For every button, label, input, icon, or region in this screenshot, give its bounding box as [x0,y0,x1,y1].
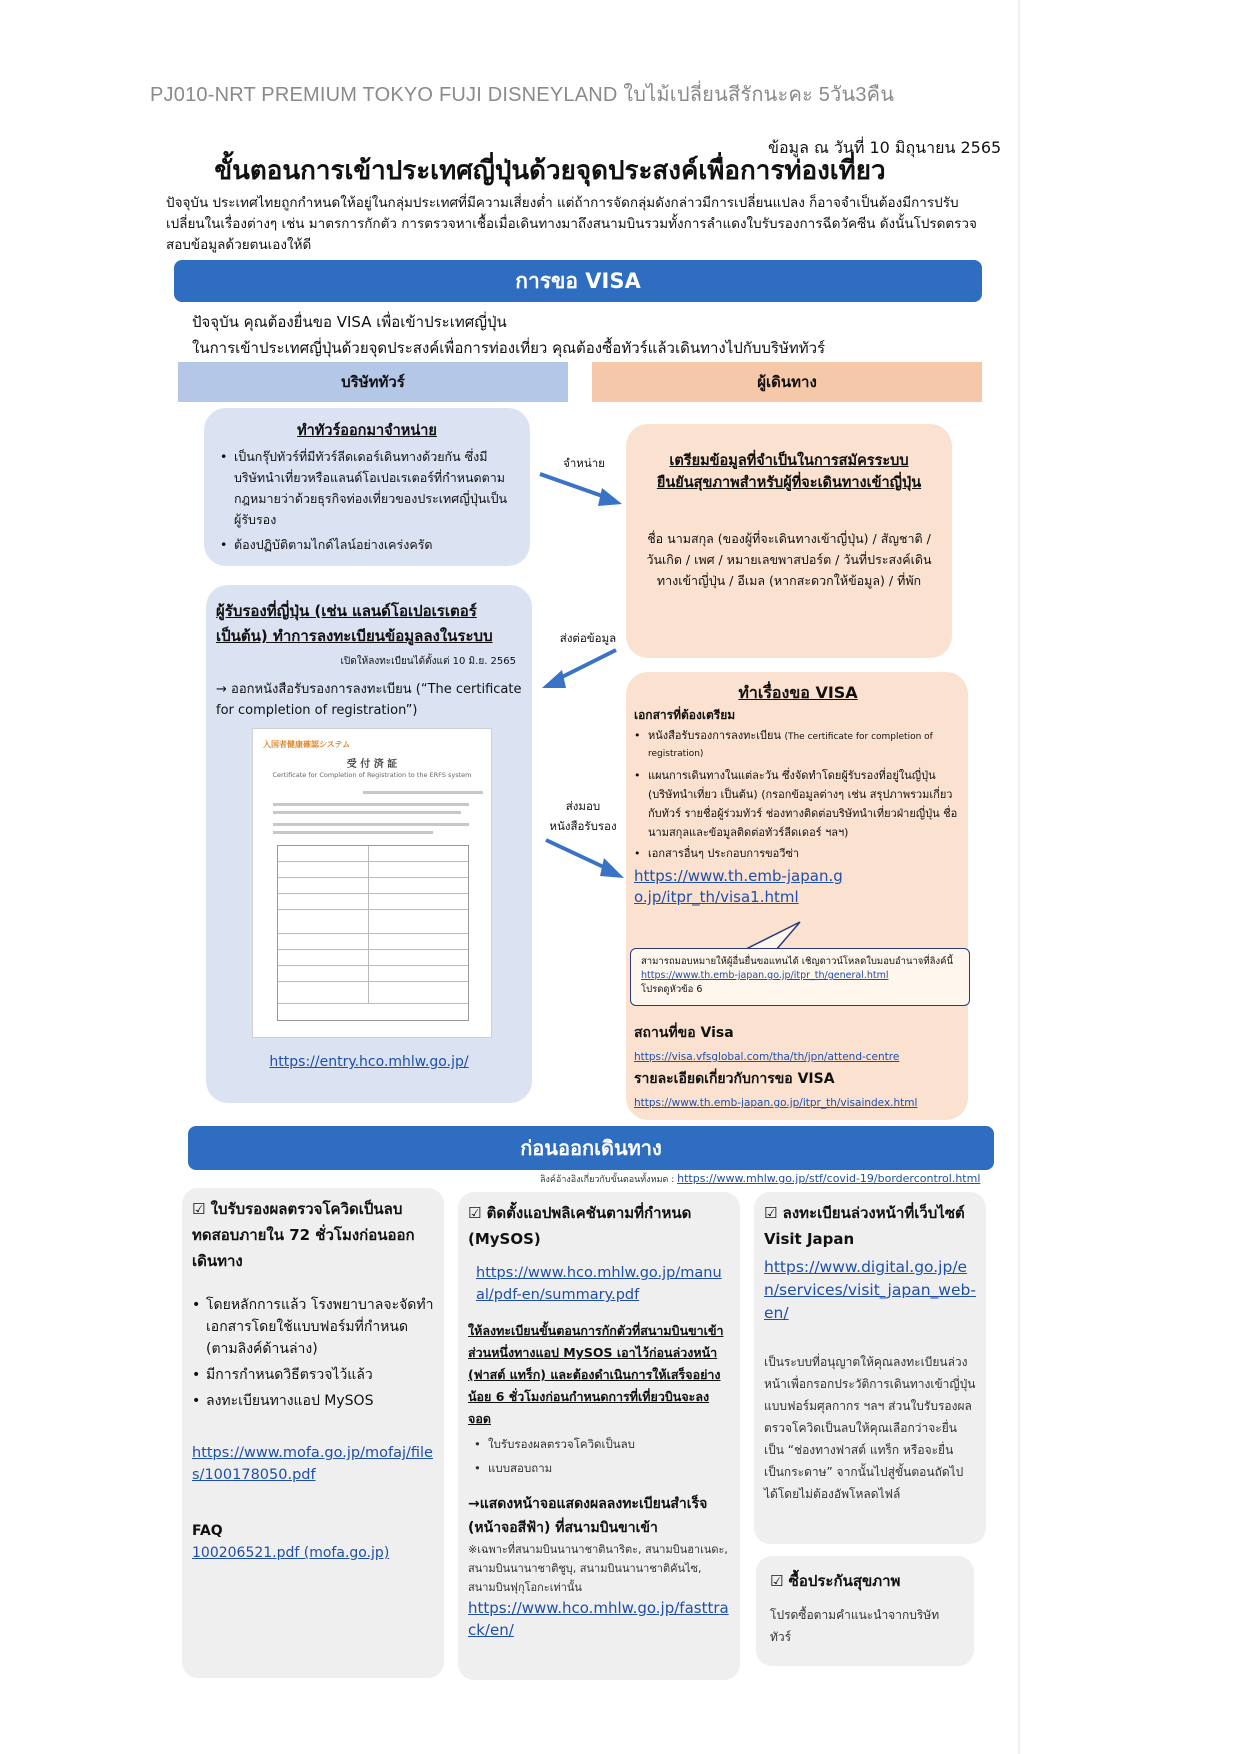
reference-line [540,1172,980,1186]
visa-details-heading: รายละเอียดเกี่ยวกับการขอ VISA [634,1071,835,1087]
covid-form-link[interactable]: https://www.mofa.go.jp/mofaj/files/100178050.pdf [192,1445,433,1483]
covid-test-bullet-1: • โดยหลักการแล้ว โรงพยาบาลจะจัดทำเอกสารโดยใช้แบบฟอร์มที่กำหนด (ตามลิงค์ด้านล่าง) [192,1294,434,1360]
documents-heading: เอกสารที่ต้องเตรียม [634,708,736,722]
visit-japan-body: เป็นระบบที่อนุญาตให้คุณลงทะเบียนล่วงหน้าเพื่อกรอกประวัติการเดินทางเข้าญี่ปุ่น แบบฟอร์มศุลกากร ฯลฯ ส่วนใบรับรองผลตรวจโควิดเป็นลบให้คุณเลือกว่าจะยื่นเป็น “ช่องทางฟาสต์ แทร็ก หรือจะยื่นเป็นกระดาษ” จากนั้นไปสู่ขั้นตอนถัดไปได้โดยไม่ต้องอัพโหลดไฟล์ [764,1355,976,1501]
certificate-title: 受 付 済 証 [346,759,398,770]
visit-japan-title: ☑ ลงทะเบียนล่วงหน้าที่เว็บไซต์ Visit Japan [764,1204,965,1248]
tour-sale-bullet-2: • ต้องปฏิบัติตามไกด์ไลน์อย่างเคร่งครัด [220,534,514,555]
prepare-info-panel [626,424,952,658]
mysos-manual-link[interactable]: https://www.hco.mhlw.go.jp/manual/pdf-en/summary.pdf [476,1265,722,1303]
page-title: ขั้นตอนการเข้าประเทศญี่ปุ่นด้วยจุดประสงค์เพื่อการท่องเที่ยว [214,156,886,186]
doc-item-1-text: หนังสือรับรองการลงทะเบียน [648,729,781,742]
doc-item-3: • เอกสารอื่นๆ ประกอบการขอวีซ่า [634,846,962,862]
visa-intro-line-1: ปัจจุบัน คุณต้องยื่นขอ VISA เพื่อเข้าประเทศญี่ปุ่น [192,313,507,331]
certificate-issue-note: → ออกหนังสือรับรองการลงทะเบียน (“The certificate for completion of registration”) [216,682,522,718]
tour-sale-title: ทำทัวร์ออกมาจำหน่าย [297,423,437,439]
page-edge-rule [1018,0,1020,1754]
arrow-deliver-cert-label: ส่งมอบ หนังสือรับรอง [549,799,617,833]
erfs-logo: 入国者健康確認システム [263,740,351,749]
visa-intro-line-2: ในการเข้าประเทศญี่ปุ่นด้วยจุดประสงค์เพื่อการท่องเที่ยว คุณต้องซื้อทัวร์แล้วเดินทางไปกับบริษัททัวร์ [192,339,826,357]
arrow-forward-data-icon [540,646,620,690]
reference-link[interactable]: https://www.mhlw.go.jp/stf/covid-19/bordercontrol.html [677,1172,981,1185]
guarantor-title: ผู้รับรองที่ญี่ปุ่น (เช่น แลนด์โอเปอเรเตอร์เป็นต้น) ทำการลงทะเบียนข้อมูลลงในระบบ [216,602,493,645]
faq-link[interactable]: 100206521.pdf (mofa.go.jp) [192,1545,390,1561]
departure-section-banner: ก่อนออกเดินทาง [188,1126,994,1170]
doc-item-1 [634,728,962,762]
prepare-info-body: ชื่อ นามสกุล (ของผู้ที่จะเดินทางเข้าญี่ปุ่น) / สัญชาติ / วันเกิด / เพศ / หมายเลขพาสปอร์ต / วันที่ประสงค์เดินทางเข้าญี่ปุ่น / อีเมล (หากสะดวกให้ข้อมูล) / ที่พัก [646,531,932,588]
certificate-subtitle: Certificate for Completion of Registration to the ERFS system [272,771,472,779]
certificate-table [277,845,469,1021]
covid-test-bullet-2: • มีการกำหนดวิธีตรวจไว้แล้ว [192,1364,434,1386]
tour-sale-bullet-1: • เป็นกรุ๊ปทัวร์ที่มีทัวร์ลีดเดอร์เดินทางด้วยกัน ซึ่งมีบริษัทนำเที่ยวหรือแลนด์โอเปอเรเตอร์ที่กำหนดตามกฎหมายว่าด้วยธุรกิจท่องเที่ยวของประเทศญี่ปุ่นเป็นผู้รับรอง [220,446,514,530]
doc-item-1-english: (The certificate for completion of registration) [648,732,933,759]
traveler-column-header: ผู้เดินทาง [592,362,982,402]
faq-label: FAQ [192,1523,223,1539]
arrow-deliver-cert-icon [542,836,626,882]
covid-test-bullet-3: • ลงทะเบียนทางแอป MySOS [192,1390,434,1412]
visa-application-panel [626,672,968,1120]
reference-label: ลิงค์อ้างอิงเกี่ยวกับขั้นตอนทั้งหมด : [540,1175,675,1185]
mysos-sub-item-2: • แบบสอบถาม [474,1458,730,1478]
show-screen-title: →แสดงหน้าจอแสดงผลลงทะเบียนสำเร็จ (หน้าจอสีฟ้า) ที่สนามบินขาเข้า [468,1496,708,1536]
proxy-callout-text: สามารถมอบหมายให้ผู้อื่นยื่นขอแทนได้ เชิญดาวน์โหลดใบมอบอำนาจที่ลิงค์นี้ [641,956,953,967]
mysos-card [458,1192,740,1680]
fast-track-airports: ※เฉพาะที่สนามบินนานาชาตินาริตะ, สนามบินฮาเนดะ, สนามบินนานาชาติชูบุ, สนามบินนานาชาติคันไซ, สนามบินฟุกุโอกะเท่านั้น [468,1543,728,1594]
visa-application-title: ทำเรื่องขอ VISA [738,683,858,702]
covid-test-title: ☑ ใบรับรองผลตรวจโควิดเป็นลบ ทดสอบภายใน 72 ชั่วโมงก่อนออกเดินทาง [192,1200,415,1270]
registration-open-note: เปิดให้ลงทะเบียนได้ตั้งแต่ 10 มิ.ย. 2565 [340,656,516,667]
tour-code-header: PJ010-NRT PREMIUM TOKYO FUJI DISNEYLAND ใบไม้เปลี่ยนสีรักนะคะ 5วัน3คืน [150,84,895,106]
mysos-sub-item-1: • ใบรับรองผลตรวจโควิดเป็นลบ [474,1434,730,1454]
arrow-sell-icon [536,470,626,510]
proxy-callout [630,948,970,1006]
health-insurance-card [756,1556,974,1666]
proxy-callout-note: โปรดดูหัวข้อ 6 [641,984,703,995]
fast-track-link[interactable]: https://www.hco.mhlw.go.jp/fasttrack/en/ [468,1599,729,1639]
registration-certificate-image [252,728,492,1038]
health-insurance-title: ☑ ซื้อประกันสุขภาพ [770,1572,901,1590]
visa-place-heading: สถานที่ขอ Visa [634,1025,734,1041]
covid-test-card [182,1188,444,1678]
visa-section-banner: การขอ VISA [174,260,982,302]
visa-info-link[interactable]: https://www.th.emb-japan.go.jp/itpr_th/visa1.html [634,867,843,906]
visa-details-link[interactable]: https://www.th.emb-japan.go.jp/itpr_th/visaindex.html [634,1097,918,1109]
visa-place-link[interactable]: https://visa.vfsglobal.com/tha/th/jpn/attend-centre [634,1051,900,1063]
doc-item-2: • แผนการเดินทางในแต่ละวัน ซึ่งจัดทำโดยผู้รับรองที่อยู่ในญี่ปุ่น (บริษัทนำเที่ยว เป็นต้น) (กรอกข้อมูลต่างๆ เช่น สรุปภาพรวมเกี่ยวกับทัวร์ รายชื่อผู้ร่วมทัวร์ ช่องทางติดต่อบริษัทนำเที่ยวฝ่ายญี่ปุ่น ชื่อนามสกุลและข้อมูลติดต่อทัวร์ลีดเดอร์ ฯลฯ) [634,766,962,842]
arrow-forward-data-label: ส่งต่อข้อมูล [559,631,617,645]
visit-japan-card [754,1192,986,1544]
visit-japan-link[interactable]: https://www.digital.go.jp/en/services/visit_japan_web-en/ [764,1258,976,1322]
tour-company-column-header: บริษัททัวร์ [178,362,568,402]
erfs-entry-link[interactable]: https://entry.hco.mhlw.go.jp/ [269,1054,469,1070]
arrow-sell-label: จำหน่าย [563,456,605,470]
proxy-callout-link[interactable]: https://www.th.emb-japan.go.jp/itpr_th/general.html [641,970,889,981]
mysos-title: ☑ ติดตั้งแอปพลิเคชันตามที่กำหนด (MySOS) [468,1204,692,1248]
tour-sale-panel [204,408,530,566]
health-insurance-body: โปรดซื้อตามคำแนะนำจากบริษัททัวร์ [770,1608,940,1644]
date-note: ข้อมูล ณ วันที่ 10 มิถุนายน 2565 [768,138,1002,157]
mysos-instructions: ให้ลงทะเบียนขั้นตอนการกักตัวที่สนามบินขาเข้าส่วนหนึ่งทางแอป MySOS เอาไว้ก่อนล่วงหน้า (ฟาสต์ แทร็ก) และต้องดำเนินการให้เสร็จอย่างน้อย 6 ชั่วโมงก่อนกำหนดการที่เที่ยวบินจะลงจอด [468,1323,724,1426]
prepare-info-title: เตรียมข้อมูลที่จำเป็นในการสมัครระบบยืนยันสุขภาพสำหรับผู้ที่จะเดินทางเข้าญี่ปุ่น [656,453,922,491]
intro-paragraph: ปัจจุบัน ประเทศไทยถูกกำหนดให้อยู่ในกลุ่มประเทศที่มีความเสี่ยงต่ำ แต่ถ้าการจัดกลุ่มดังกล่าวมีการเปลี่ยนแปลง ก็อาจจำเป็นต้องมีการปรับเปลี่ยนในเรื่องต่างๆ เช่น มาตรการกักตัว การตรวจหาเชื้อเมื่อเดินทางมาถึงสนามบินรวมทั้งการลำแดงใบรับรองการฉีดวัคซีน ดังนั้นโปรดตรวจสอบข้อมูลด้วยตนเองให้ดี [166,195,977,253]
